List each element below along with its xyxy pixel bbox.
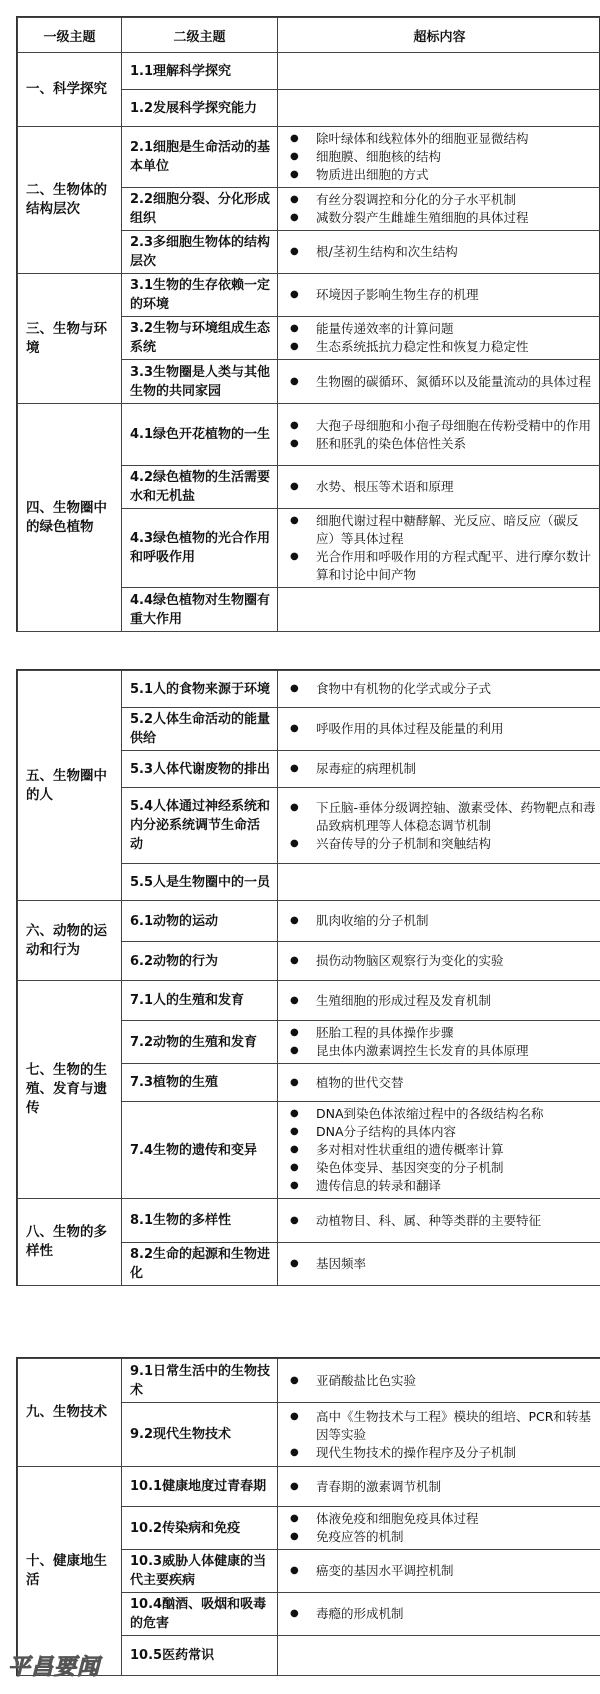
content-cell [278,942,600,981]
content-cell [278,788,600,864]
content-cell [278,1021,600,1064]
level1-theme-cell: 二、生物体的结构层次 [18,127,122,274]
table-body [18,53,600,632]
table-body [18,671,600,1286]
table-row [18,981,600,1021]
content-cell [278,1199,600,1243]
content-cell [278,404,600,466]
content-cell [278,466,600,509]
content-list [290,1510,597,1546]
table-row [18,1467,600,1507]
curriculum-table-part-2 [17,670,600,1286]
level2-topic-cell: 5.2人体生命活动的能量供给 [122,708,278,751]
list-item: ● 动植物目、科、属、种等类群的主要特征 [290,1212,597,1230]
content-list [290,992,597,1010]
level2-topic-cell: 10.2传染病和免疫 [122,1507,278,1550]
level1-theme-cell: 九、生物技术 [18,1359,122,1467]
table-row [18,901,600,942]
list-item: ● 物质进出细胞的方式 [290,166,597,184]
content-cell [278,1507,600,1550]
list-item: ● 免疫应答的机制 [290,1528,597,1546]
level2-topic-cell: 7.1人的生殖和发育 [122,981,278,1021]
content-list [290,680,597,698]
content-list [290,952,597,970]
level2-topic-cell: 1.1理解科学探究 [122,53,278,90]
list-item: ● 除叶绿体和线粒体外的细胞亚显微结构 [290,130,597,148]
level2-topic-cell: 3.3生物圈是人类与其他生物的共同家园 [122,360,278,404]
level2-topic-cell: 5.5人是生物圈中的一员 [122,864,278,901]
content-cell [278,188,600,231]
content-cell [278,509,600,588]
list-item: ● 大孢子母细胞和小孢子母细胞在传粉受精中的作用 [290,417,597,435]
level2-topic-cell: 4.4绿色植物对生物圈有重大作用 [122,588,278,632]
level2-topic-cell: 8.1生物的多样性 [122,1199,278,1243]
content-cell [278,671,600,708]
level1-theme-cell: 一、科学探究 [18,53,122,127]
list-item: ● 染色体变异、基因突变的分子机制 [290,1159,597,1177]
content-cell [278,1467,600,1507]
level2-topic-cell: 10.3威胁人体健康的当代主要疾病 [122,1550,278,1593]
level2-topic-cell: 7.2动物的生殖和发育 [122,1021,278,1064]
content-cell [278,588,600,632]
content-cell [278,53,600,90]
list-item: ● 生物圈的碳循环、氮循环以及能量流动的具体过程 [290,373,597,391]
content-cell [278,901,600,942]
list-item: ● 生态系统抵抗力稳定性和恢复力稳定性 [290,338,597,356]
content-cell [278,1636,600,1676]
header-level2: 二级主题 [122,18,278,53]
list-item: ● 基因频率 [290,1255,597,1273]
level1-theme-cell: 七、生物的生殖、发育与遗传 [18,981,122,1199]
level1-theme-cell: 十、健康地生活 [18,1467,122,1676]
content-cell [278,1403,600,1467]
list-item: ● 环境因子影响生物生存的机理 [290,286,597,304]
content-list [290,243,597,261]
list-item: ● 下丘脑-垂体分级调控轴、激素受体、药物靶点和毒品致病机理等人体稳态调节机制 [290,799,597,835]
level2-topic-cell: 10.1健康地度过青春期 [122,1467,278,1507]
content-list [290,1562,597,1580]
list-item: ● 减数分裂产生雌雄生殖细胞的具体过程 [290,209,597,227]
content-list [290,478,597,496]
header-row [18,18,600,53]
table-row [18,1199,600,1243]
content-list [290,1105,597,1195]
list-item: ● 青春期的激素调节机制 [290,1478,597,1496]
level1-theme-cell: 四、生物圈中的绿色植物 [18,404,122,632]
level2-topic-cell: 5.3人体代谢废物的排出 [122,751,278,788]
content-list [290,1024,597,1060]
list-item: ● 体液免疫和细胞免疫具体过程 [290,1510,597,1528]
list-item: ● 呼吸作用的具体过程及能量的利用 [290,720,597,738]
level2-topic-cell: 6.2动物的行为 [122,942,278,981]
list-item: ● 肌肉收缩的分子机制 [290,912,597,930]
list-item: ● 细胞代谢过程中糖酵解、光反应、暗反应（碳反应）等具体过程 [290,512,597,548]
level2-topic-cell: 2.1细胞是生命活动的基本单位 [122,127,278,188]
content-cell [278,127,600,188]
list-item: ● 高中《生物技术与工程》模块的组培、PCR和转基因等实验 [290,1408,597,1444]
level2-topic-cell: 9.2现代生物技术 [122,1403,278,1467]
content-cell [278,90,600,127]
content-cell [278,1243,600,1286]
level2-topic-cell: 4.3绿色植物的光合作用和呼吸作用 [122,509,278,588]
level1-theme-cell: 六、动物的运动和行为 [18,901,122,981]
content-list [290,1372,597,1390]
list-item: ● DNA到染色体浓缩过程中的各级结构名称 [290,1105,597,1123]
list-item: ● 损伤动物脑区观察行为变化的实验 [290,952,597,970]
level2-topic-cell: 9.1日常生活中的生物技术 [122,1359,278,1403]
content-cell [278,274,600,317]
list-item: ● 尿毒症的病理机制 [290,760,597,778]
content-list [290,1212,597,1230]
list-item: ● 现代生物技术的操作程序及分子机制 [290,1444,597,1462]
list-item: ● 遗传信息的转录和翻译 [290,1177,597,1195]
level1-theme-cell: 五、生物圈中的人 [18,671,122,901]
table-block-2 [16,669,600,1286]
content-list [290,286,597,304]
content-list [290,1605,597,1623]
list-item: ● 多对相对性状重组的遗传概率计算 [290,1141,597,1159]
content-list [290,320,597,356]
level2-topic-cell: 10.5医药常识 [122,1636,278,1676]
list-item: ● 兴奋传导的分子机制和突触结构 [290,835,597,853]
level2-topic-cell: 8.2生命的起源和生物进化 [122,1243,278,1286]
content-cell [278,981,600,1021]
list-item: ● 毒瘾的形成机制 [290,1605,597,1623]
level2-topic-cell: 3.1生物的生存依赖一定的环境 [122,274,278,317]
level2-topic-cell: 4.2绿色植物的生活需要水和无机盐 [122,466,278,509]
content-cell [278,317,600,360]
list-item: ● 根/茎初生结构和次生结构 [290,243,597,261]
level2-topic-cell: 1.2发展科学探究能力 [122,90,278,127]
content-cell [278,708,600,751]
level2-topic-cell: 7.3植物的生殖 [122,1064,278,1102]
table-row [18,404,600,466]
content-list [290,512,597,584]
content-list [290,373,597,391]
content-cell [278,231,600,274]
curriculum-table-part-1 [17,17,600,632]
list-item: ● 植物的世代交替 [290,1074,597,1092]
content-list [290,417,597,453]
header-level1: 一级主题 [18,18,122,53]
level2-topic-cell: 3.2生物与环境组成生态系统 [122,317,278,360]
content-cell [278,1550,600,1593]
content-list [290,912,597,930]
content-list [290,799,597,853]
level1-theme-cell: 三、生物与环境 [18,274,122,404]
list-item: ● 亚硝酸盐比色实验 [290,1372,597,1390]
list-item: ● DNA分子结构的具体内容 [290,1123,597,1141]
level2-topic-cell: 2.3多细胞生物体的结构层次 [122,231,278,274]
header-content: 超标内容 [278,18,600,53]
content-list [290,720,597,738]
level2-topic-cell: 4.1绿色开花植物的一生 [122,404,278,466]
list-item: ● 能量传递效率的计算问题 [290,320,597,338]
content-list [290,130,597,184]
content-list [290,191,597,227]
content-cell [278,1102,600,1199]
level2-topic-cell: 2.2细胞分裂、分化形成组织 [122,188,278,231]
content-cell [278,1593,600,1636]
content-list [290,1255,597,1273]
curriculum-table-part-3 [17,1358,600,1676]
content-list [290,760,597,778]
table-row [18,127,600,188]
table-body [18,1359,600,1676]
level2-topic-cell: 5.4人体通过神经系统和内分泌系统调节生命活动 [122,788,278,864]
list-item: ● 胚和胚乳的染色体倍性关系 [290,435,597,453]
content-cell [278,360,600,404]
level2-topic-cell: 5.1人的食物来源于环境 [122,671,278,708]
list-item: ● 细胞膜、细胞核的结构 [290,148,597,166]
table-block-3 [16,1357,600,1676]
content-cell [278,1359,600,1403]
content-cell [278,751,600,788]
table-block-1 [16,16,600,632]
list-item: ● 生殖细胞的形成过程及发育机制 [290,992,597,1010]
list-item: ● 光合作用和呼吸作用的方程式配平、进行摩尔数计算和讨论中间产物 [290,548,597,584]
list-item: ● 胚胎工程的具体操作步骤 [290,1024,597,1042]
list-item: ● 水势、根压等术语和原理 [290,478,597,496]
level2-topic-cell: 10.4酗酒、吸烟和吸毒的危害 [122,1593,278,1636]
content-list [290,1408,597,1462]
table-row [18,671,600,708]
watermark-text: 平昌要闻 [8,1654,101,1680]
content-list [290,1074,597,1092]
content-cell [278,864,600,901]
content-cell [278,1064,600,1102]
list-item: ● 有丝分裂调控和分化的分子水平机制 [290,191,597,209]
table-row [18,274,600,317]
list-item: ● 昆虫体内激素调控生长发育的具体原理 [290,1042,597,1060]
content-list [290,1478,597,1496]
level2-topic-cell: 7.4生物的遗传和变异 [122,1102,278,1199]
list-item: ● 食物中有机物的化学式或分子式 [290,680,597,698]
table-row [18,53,600,90]
level1-theme-cell: 八、生物的多样性 [18,1199,122,1286]
table-row [18,1359,600,1403]
list-item: ● 癌变的基因水平调控机制 [290,1562,597,1580]
level2-topic-cell: 6.1动物的运动 [122,901,278,942]
